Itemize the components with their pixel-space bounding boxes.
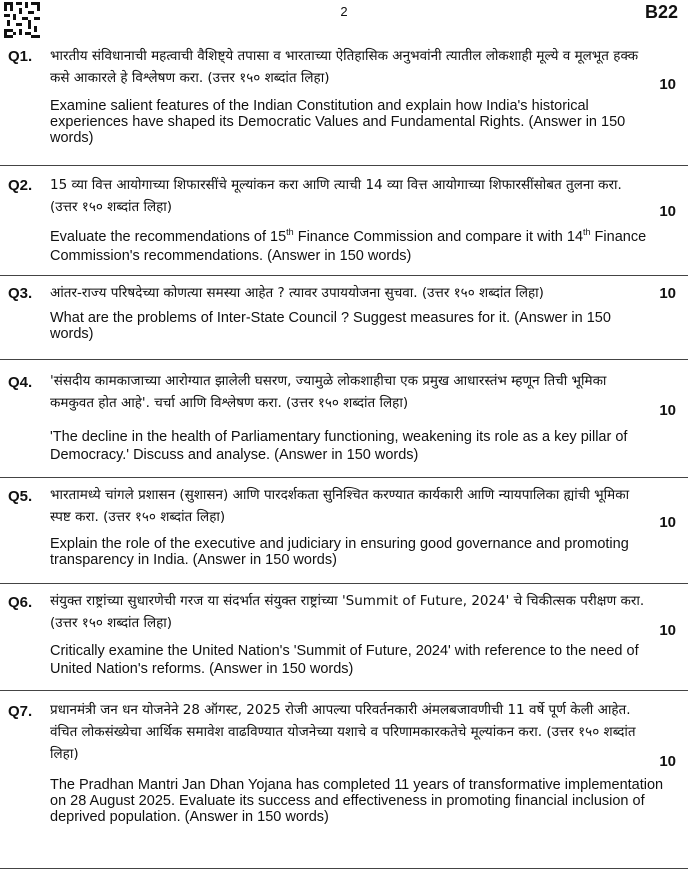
paper-code: B22 xyxy=(644,2,678,22)
question-text-marathi: प्रधानमंत्री जन धन योजनेने 28 ऑगस्ट, 2025 रोजी आपल्या परिवर्तनकारी अंमलबजावणीची 11 वर्षे पूर्ण केली आहेत. वंचित लोकसंख्येचा आर्थिक समावेश वाढविण्यात योजनेच्या यशाचे व परिणामकारकतेचे मूल्यांकन करा. (उत्तर १५० शब्दांत लिहा) xyxy=(50,702,636,762)
question-marks: 10 xyxy=(659,753,676,770)
question-text-english: Critically examine the United Nation's 'Summit of Future, 2024' with reference to the need of United Nation's reforms. (Answer in 150 words) xyxy=(50,643,639,677)
question-text-marathi: संयुक्त राष्ट्रांच्या सुधारणेची गरज या संदर्भात संयुक्त राष्ट्रांच्या 'Summit of Future, 2024' चे चिकीत्सक परीक्षण करा. (उत्तर १५० शब्दांत लिहा) xyxy=(50,593,645,631)
question-6 xyxy=(0,584,688,691)
question-number: Q6. xyxy=(8,594,33,611)
question-marks: 10 xyxy=(659,402,676,419)
question-marks: 10 xyxy=(659,514,676,531)
question-text-english: 'The decline in the health of Parliamentary functioning, weakening its role as a key pillar of Democracy.' Discuss and analyse. (Answer in 150 words) xyxy=(50,429,628,463)
question-5 xyxy=(0,478,688,584)
question-text-marathi: 'संसदीय कामकाजाच्या आरोग्यात झालेली घसरण, ज्यामुळे लोकशाहीचा एक प्रमुख आधारस्तंभ म्हणून तिची भूमिका कमकुवत होत आहे'. चर्चा आणि विश्लेषण करा. (उत्तर १५० शब्दांत लिहा) xyxy=(50,373,607,411)
question-number: Q7. xyxy=(8,703,33,720)
question-text-marathi: 15 व्या वित्त आयोगाच्या शिफारसींचे मूल्यांकन करा आणि त्याची 14 व्या वित्त आयोगाच्या शिफारसींसोबत तुलना करा. (उत्तर १५० शब्दांत लिहा) xyxy=(50,177,622,215)
question-text-english: Examine salient features of the Indian Constitution and explain how India's historical experiences have shaped its Democratic Values and Fundamental Rights. (Answer in 150 words) xyxy=(50,98,626,146)
question-text-english: The Pradhan Mantri Jan Dhan Yojana has completed 11 years of transformative implementation on 28 August 2025. Evaluate its success and effectiveness in promoting financial inclusion of deprived population. (Answer in 150 words) xyxy=(50,777,664,825)
question-marks: 10 xyxy=(659,76,676,93)
question-2 xyxy=(0,166,688,276)
question-marks: 10 xyxy=(659,622,676,639)
question-3 xyxy=(0,276,688,360)
question-number: Q1. xyxy=(8,48,33,65)
question-text-english: What are the problems of Inter-State Council ? Suggest measures for it. (Answer in 150 words) xyxy=(50,310,611,342)
question-text-marathi: आंतर-राज्य परिषदेच्या कोणत्या समस्या आहेत ? त्यावर उपाययोजना सुचवा. (उत्तर १५० शब्दांत लिहा) xyxy=(50,285,544,301)
question-text-marathi: भारतामध्ये चांगले प्रशासन (सुशासन) आणि पारदर्शकता सुनिश्चित करण्यात कार्यकारी आणि न्यायपालिका ह्यांची भूमिका स्पष्ट करा. (उत्तर १५० शब्दांत लिहा) xyxy=(50,487,630,525)
page-number: 2 xyxy=(340,4,348,19)
question-text-marathi: भारतीय संविधानाची महत्वाची वैशिष्ट्ये तपासा व भारताच्या ऐतिहासिक अनुभवांनी त्यातील लोकशाही मूल्ये व मूलभूत हक्क कसे आकारले हे विश्लेषण करा. (उत्तर १५० शब्दांत लिहा) xyxy=(50,48,639,86)
question-number: Q5. xyxy=(8,488,33,505)
question-4 xyxy=(0,360,688,478)
question-list xyxy=(0,40,688,869)
question-number: Q3. xyxy=(8,285,33,302)
question-number: Q4. xyxy=(8,374,33,391)
question-number: Q2. xyxy=(8,177,33,194)
question-text-english: Explain the role of the executive and judiciary in ensuring good governance and promoting transparency in India. (Answer in 150 words) xyxy=(50,536,629,568)
question-marks: 10 xyxy=(659,285,676,302)
question-text-english: Evaluate the recommendations of 15th Finance Commission and compare it with 14th Finance Commission's recommendations. (Answer in 150 words) xyxy=(50,227,647,264)
question-1 xyxy=(0,40,688,166)
question-7 xyxy=(0,691,688,869)
question-marks: 10 xyxy=(659,203,676,220)
